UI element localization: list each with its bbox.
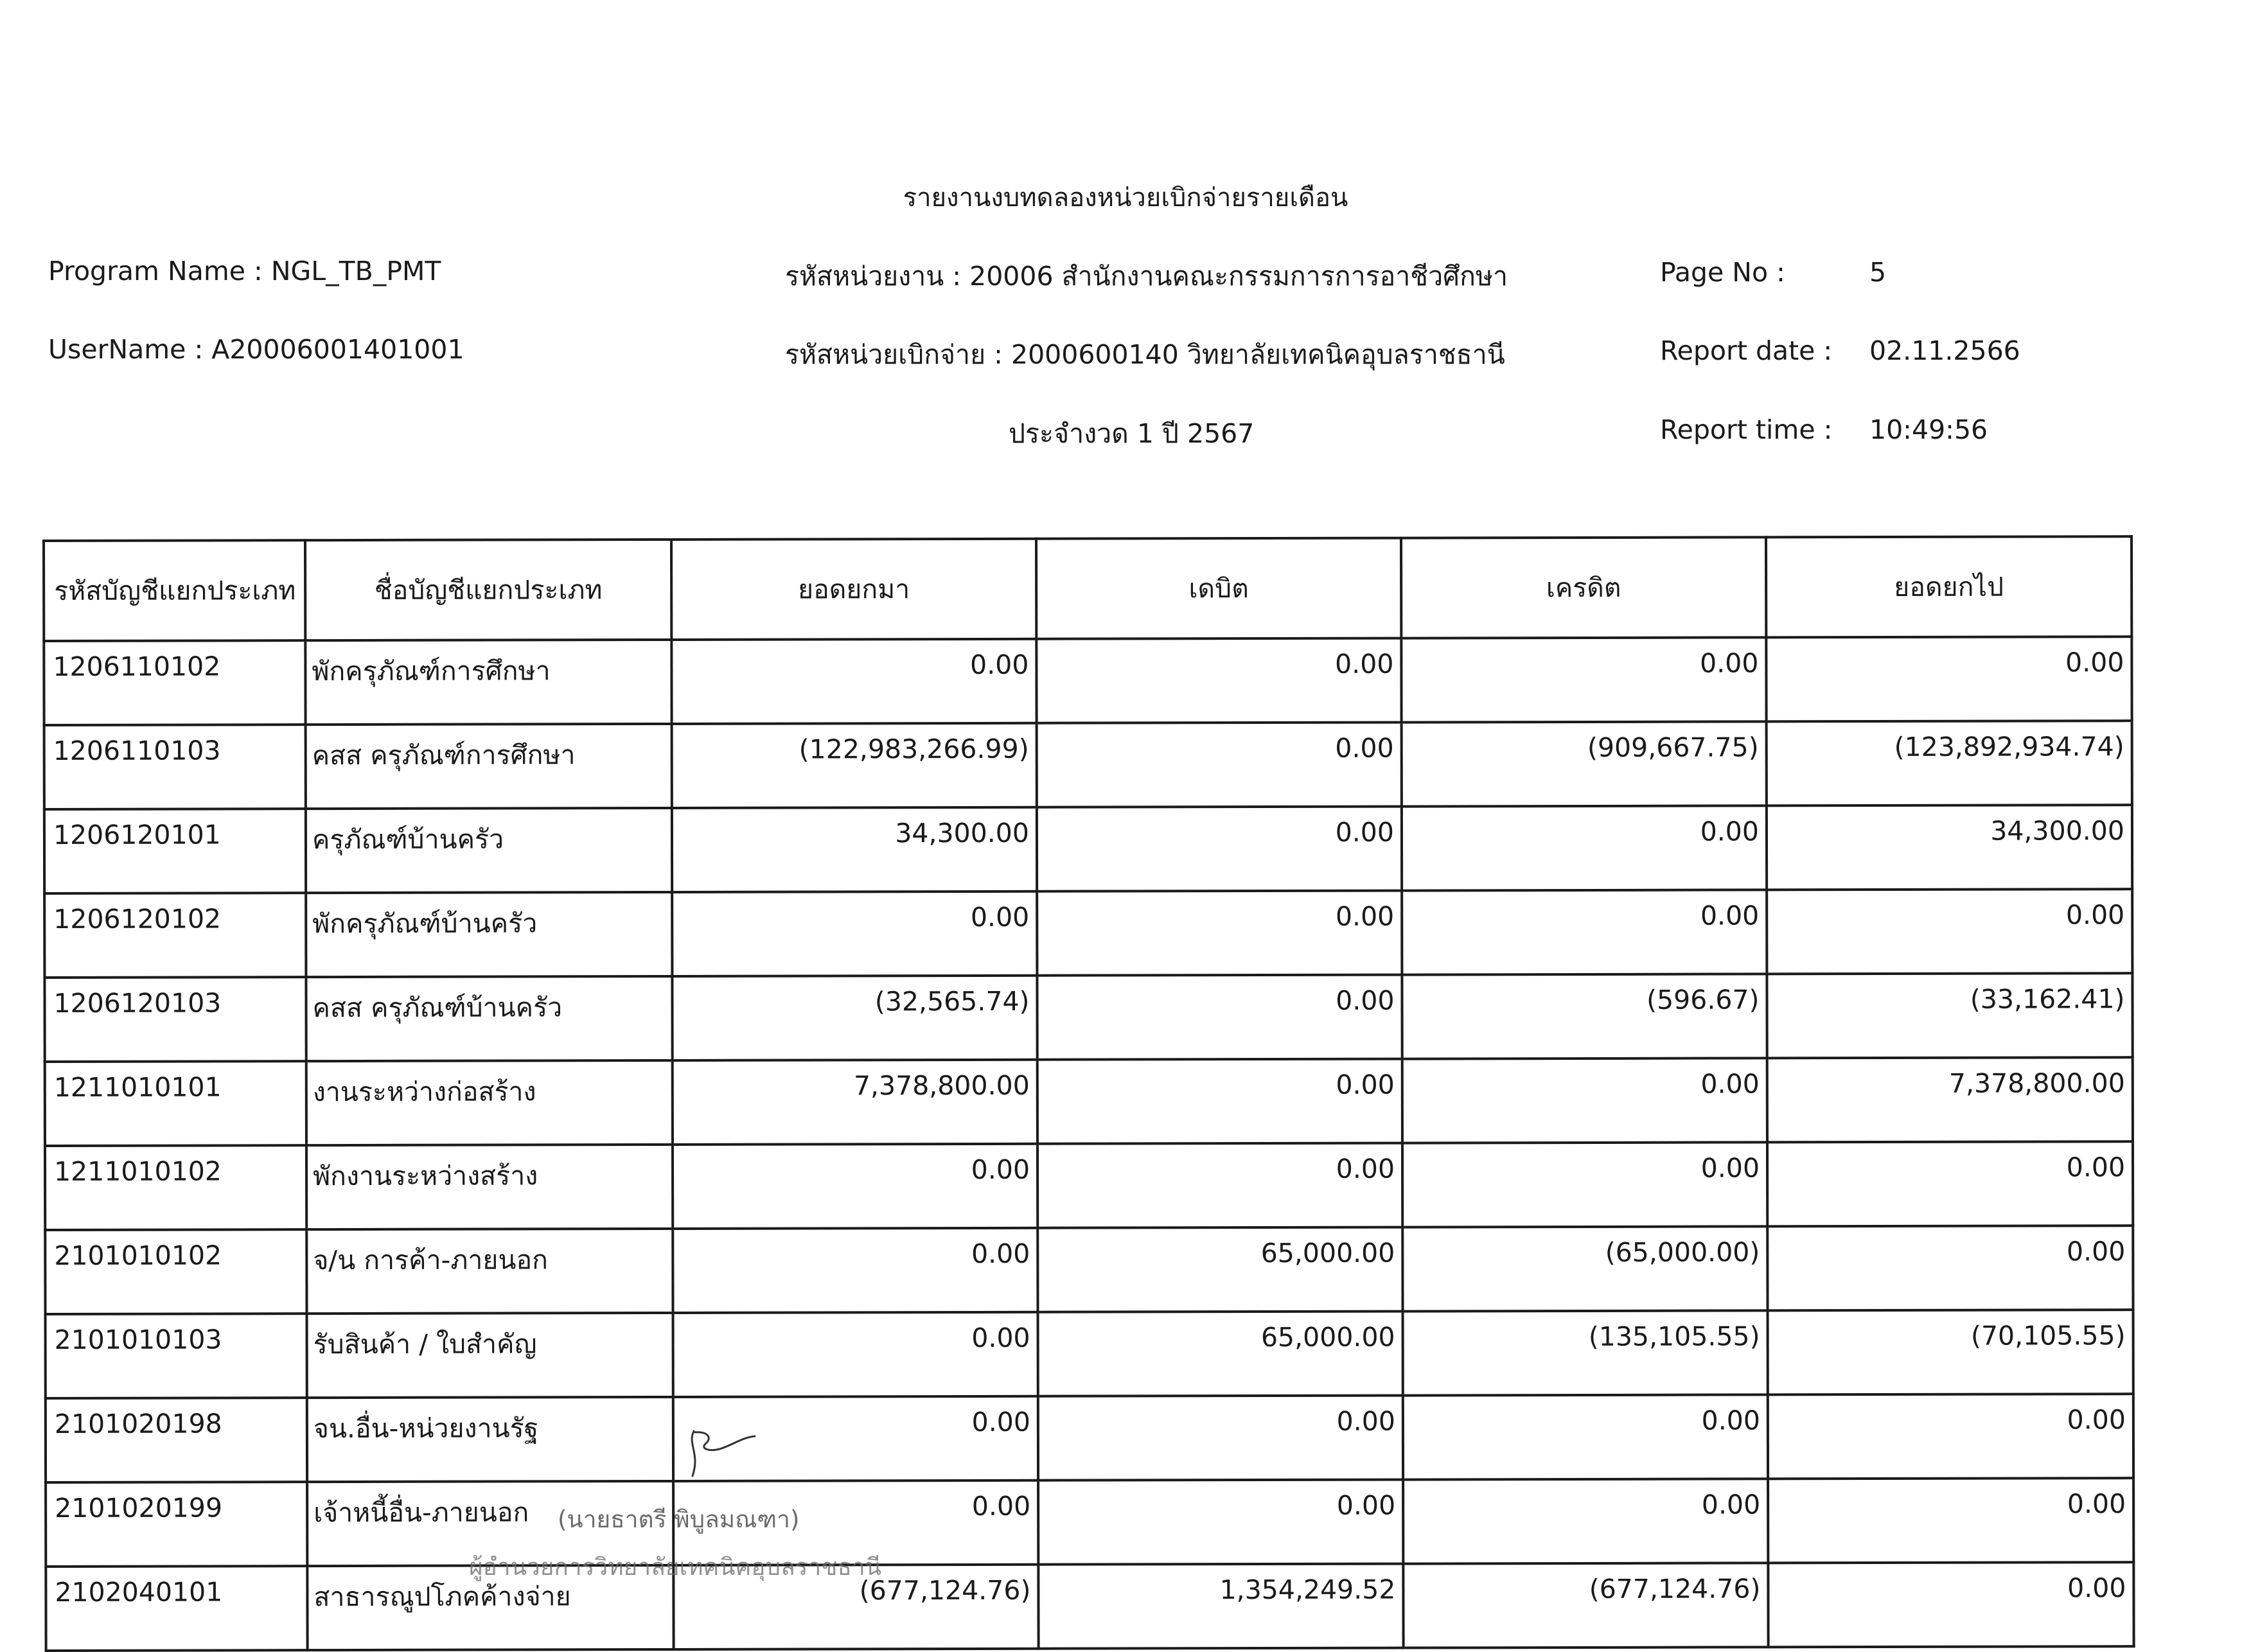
cell-account-name: จน.อื่น-หน่วยงานรัฐ [307, 1397, 673, 1482]
cell-account-code: 1206110102 [44, 640, 305, 725]
report-period: ประจำงวด 1 ปี 2567 [1009, 418, 1255, 449]
cell-closing: (33,162.41) [1767, 973, 2132, 1058]
cell-account-code: 1206120102 [44, 893, 306, 978]
disbursing-unit: รหัสหน่วยเบิกจ่าย : 2000600140 วิทยาลัยเทคนิคอุบลราชธานี [785, 339, 1505, 370]
cell-credit: 0.00 [1402, 805, 1767, 890]
page-no-label: Page No : [1660, 257, 1785, 288]
cell-account-code: 2101010103 [46, 1314, 307, 1398]
cell-opening: 0.00 [673, 1312, 1038, 1397]
header-account-name: ชื่อบัญชีแยกประเภท [305, 540, 671, 640]
cell-closing: (70,105.55) [1768, 1310, 2133, 1394]
cell-credit: 0.00 [1402, 1058, 1767, 1143]
cell-credit: (909,667.75) [1402, 721, 1767, 806]
cell-opening: 0.00 [673, 1396, 1038, 1481]
cell-account-name: สาธารณูปโภคค้างจ่าย [307, 1565, 673, 1650]
table-row [44, 637, 2132, 725]
cell-account-code: 2101020198 [46, 1398, 307, 1482]
cell-account-code: 1211010101 [45, 1061, 306, 1146]
table-row [46, 1478, 2133, 1567]
cell-account-code: 1206120101 [44, 809, 306, 893]
agency-code: รหัสหน่วยงาน : 20006 สำนักงานคณะกรรมการการอาชีวศึกษา [785, 261, 1508, 292]
header-credit: เครดิต [1401, 537, 1766, 638]
user-name: UserName : A20006001401001 [48, 334, 464, 365]
cell-account-name: พักงานระหว่างสร้าง [306, 1145, 673, 1229]
cell-closing: 0.00 [1768, 1562, 2133, 1647]
cell-account-code: 2102040101 [46, 1566, 307, 1651]
stamp-signer-name: (นายธาตรี พิบูลมณฑา) [558, 1506, 800, 1533]
cell-opening: 0.00 [673, 1481, 1038, 1565]
report-date-value: 02.11.2566 [1869, 335, 2020, 366]
cell-account-name: คสส ครุภัณฑ์การศึกษา [306, 724, 672, 809]
cell-closing: (123,892,934.74) [1767, 721, 2132, 805]
cell-account-code: 1206120103 [44, 977, 306, 1062]
cell-credit: (596.67) [1402, 974, 1767, 1059]
cell-credit: 0.00 [1401, 637, 1766, 722]
table-row [44, 721, 2132, 809]
table-row [45, 1057, 2133, 1146]
cell-debit: 0.00 [1037, 891, 1402, 976]
cell-closing: 34,300.00 [1767, 805, 2132, 890]
cell-debit: 65,000.00 [1038, 1312, 1403, 1396]
cell-opening: (32,565.74) [672, 976, 1037, 1060]
table-row [46, 1562, 2133, 1651]
cell-opening: 7,378,800.00 [673, 1060, 1037, 1145]
table-row [44, 973, 2132, 1062]
cell-debit: 0.00 [1037, 723, 1402, 807]
cell-credit: 0.00 [1403, 1394, 1768, 1479]
cell-debit: 0.00 [1036, 638, 1401, 723]
cell-credit: 0.00 [1402, 890, 1767, 974]
cell-account-name: งานระหว่างก่อสร้าง [306, 1060, 673, 1145]
cell-opening: 0.00 [672, 892, 1037, 976]
cell-opening: 0.00 [673, 1228, 1037, 1313]
cell-credit: (65,000.00) [1402, 1226, 1767, 1311]
cell-opening: (677,124.76) [673, 1565, 1038, 1649]
cell-debit: 0.00 [1037, 1059, 1402, 1144]
cell-debit: 0.00 [1037, 975, 1402, 1060]
cell-account-name: ครุภัณฑ์บ้านครัว [306, 808, 672, 893]
cell-closing: 0.00 [1768, 1394, 2133, 1479]
cell-account-name: เจ้าหนี้อื่น-ภายนอก [307, 1481, 673, 1566]
report-time-label: Report time : [1660, 414, 1833, 445]
header-account-code: รหัสบัญชีแยกประเภท [44, 540, 305, 641]
report-date-label: Report date : [1660, 335, 1833, 366]
page-no-value: 5 [1869, 257, 1887, 288]
cell-credit: (677,124.76) [1403, 1563, 1768, 1648]
cell-account-name: รับสินค้า / ใบสำคัญ [307, 1313, 673, 1398]
report-time-value: 10:49:56 [1869, 414, 1988, 445]
cell-credit: 0.00 [1403, 1479, 1768, 1563]
cell-opening: 0.00 [671, 639, 1036, 724]
stamp-signer-position: ผู้อำนวยการวิทยาลัยเทคนิคอุบลราชธานี [469, 1553, 882, 1581]
header-debit: เดบิต [1036, 538, 1401, 639]
cell-debit: 0.00 [1037, 1143, 1402, 1228]
table-row [45, 1226, 2133, 1314]
cell-closing: 0.00 [1768, 1478, 2133, 1563]
table-header-row [44, 536, 2132, 641]
cell-credit: 0.00 [1402, 1142, 1767, 1227]
cell-account-code: 1206110103 [44, 725, 306, 809]
table-row [45, 1141, 2133, 1230]
header-closing-balance: ยอดยกไป [1766, 536, 2132, 637]
cell-closing: 7,378,800.00 [1767, 1057, 2133, 1142]
table-row [44, 805, 2132, 893]
cell-account-name: คสส ครุภัณฑ์บ้านครัว [306, 976, 672, 1061]
cell-account-code: 1211010102 [45, 1145, 306, 1230]
cell-debit: 65,000.00 [1037, 1227, 1402, 1312]
cell-closing: 0.00 [1767, 1141, 2133, 1226]
cell-opening: 34,300.00 [672, 807, 1037, 892]
header-opening-balance: ยอดยกมา [671, 539, 1036, 640]
cell-debit: 0.00 [1038, 1396, 1403, 1481]
cell-account-code: 2101010102 [45, 1229, 306, 1314]
report-title: รายงานงบทดลองหน่วยเบิกจ่ายรายเดือน [903, 183, 1348, 213]
cell-debit: 1,354,249.52 [1038, 1564, 1403, 1649]
cell-closing: 0.00 [1767, 1226, 2133, 1310]
cell-opening: 0.00 [673, 1144, 1037, 1229]
cell-debit: 0.00 [1038, 1480, 1403, 1565]
cell-account-name: พักครุภัณฑ์การศึกษา [305, 640, 671, 725]
cell-debit: 0.00 [1037, 807, 1402, 892]
table-row [44, 889, 2132, 978]
cell-account-name: จ/น การค้า-ภายนอก [306, 1229, 673, 1314]
cell-opening: (122,983,266.99) [672, 723, 1037, 808]
table-row [46, 1394, 2133, 1482]
cell-closing: 0.00 [1767, 889, 2132, 974]
cell-credit: (135,105.55) [1403, 1310, 1768, 1395]
cell-account-code: 2101020199 [46, 1482, 307, 1567]
handwritten-signature [681, 1425, 758, 1482]
program-name: Program Name : NGL_TB_PMT [48, 256, 441, 286]
table-row [46, 1310, 2133, 1398]
trial-balance-table [42, 535, 2135, 1652]
cell-closing: 0.00 [1766, 637, 2132, 721]
cell-account-name: พักครุภัณฑ์บ้านครัว [306, 892, 672, 977]
